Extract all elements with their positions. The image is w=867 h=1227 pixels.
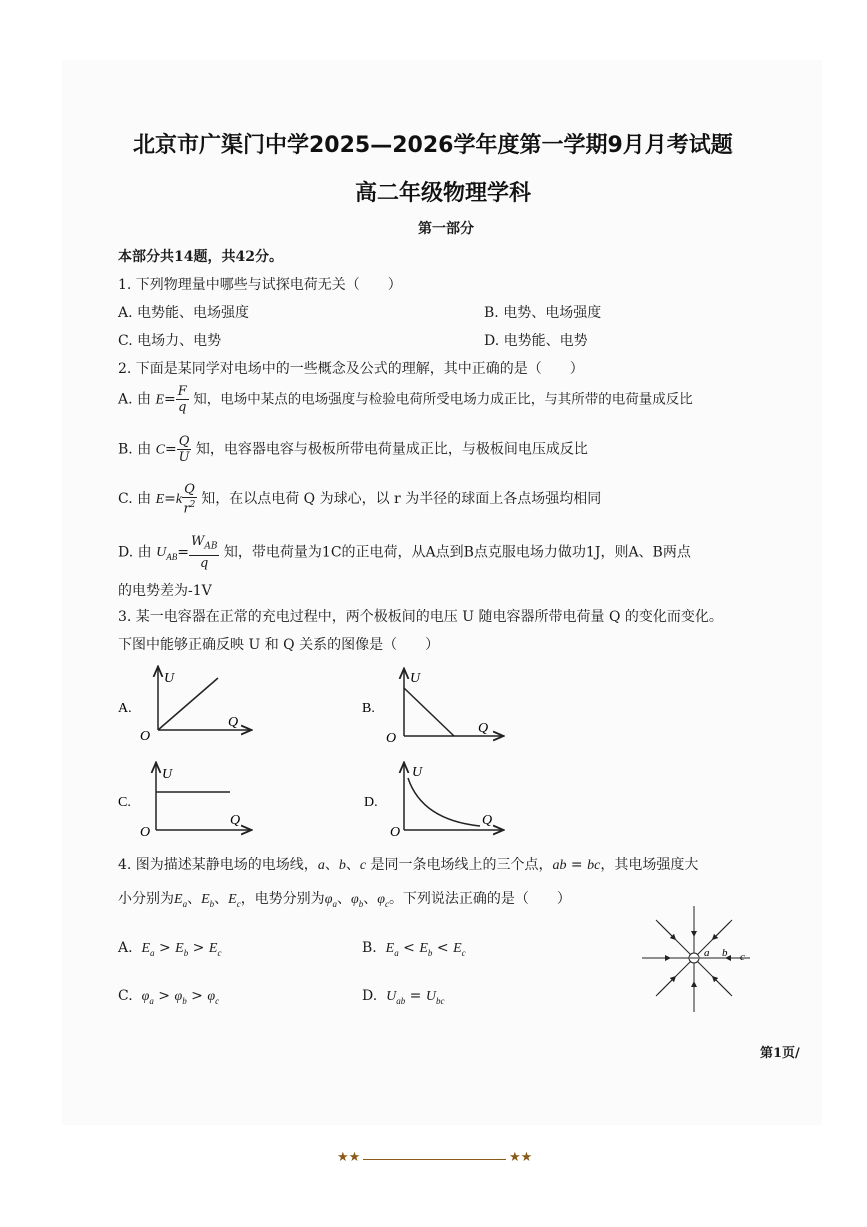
graph-b-y-label: U [410,671,421,686]
q2-option-a: A. 由 E= $\frac{F}{q}$ 知，电场中某点的电场强度与检验电荷所受电场力成正比，与其所带的电荷量成反比 [118,384,693,415]
part-heading: 第一部分 [418,221,474,237]
q2-stem: 2. 下面是某同学对电场中的一些概念及公式的理解，其中正确的是（ ） [118,361,584,377]
graph-c-origin: O [140,825,151,840]
graph-d-origin: O [390,825,401,840]
graph-c-x-label: Q [230,813,241,828]
formula-wab-over-q: $\frac{W_{AB}}{q}$ [190,534,218,571]
q2-c-prefix: C. 由 [118,491,152,508]
q4-option-d: D. $U_{ab} = U_{bc}$ [362,988,445,1006]
q3-stem-line1: 3. 某一电容器在正常的充电过程中，两个极板间的电压 U 随电容器所带电荷量 Q 的变化而变化。 [118,609,723,625]
q4-point-c: c [740,951,745,963]
q1-option-b: B. 电势、电场强度 [484,305,602,321]
graph-a-x-label: Q [228,715,239,730]
q2-b-prefix: B. 由 [118,441,152,458]
q4-point-a: a [704,947,710,959]
q3-graphs [110,660,730,850]
exam-subtitle: 高二年级物理学科 [355,181,532,206]
q4-stem-line2: 小分别为$E_a$、$E_b$、$E_c$，电势分别为$\varphi_a$、$\varphi_b$、$\varphi_c$。下列说法正确的是（ ） [118,891,571,909]
graph-d-x-label: Q [482,813,493,828]
formula-q-over-r2: $\frac{Q}{r^2}$ [183,482,196,517]
formula-e-symbol-2: E [155,492,165,508]
q1-option-a: A. 电势能、电场强度 [118,305,250,321]
q2-option-d: D. 由 $U_{AB}=$ $\frac{W_{AB}}{q}$ 知，带电荷量为1C的正电荷，从A点到B点克服电场力做功1J，则A、B两点 [118,534,691,571]
q1-stem: 1. 下列物理量中哪些与试探电荷无关（ ） [118,277,402,293]
graph-a-label: A. [118,701,132,716]
q3-stem-line2: 下图中能够正确反映 U 和 Q 关系的图像是（ ） [118,637,440,653]
q4-option-c: C. $\varphi_a > \varphi_b > \varphi_c$ [118,988,220,1006]
q2-option-c: C. 由 E=k $\frac{Q}{r^2}$ 知，在以点电荷 Q 为球心，以 r 为半径的球面上各点场强均相同 [118,482,602,517]
q4-stem-line1: 4. 图为描述某静电场的电场线，a、b、c 是同一条电场线上的三个点，ab = bc，其电场强度大 [118,857,699,873]
footer-stars-left: ★★ [337,1150,361,1165]
q2-c-suffix: 知，在以点电荷 Q 为球心，以 r 为半径的球面上各点场强均相同 [201,491,602,508]
q4-option-b: B. $E_a < E_b < E_c$ [362,940,466,958]
graph-c-y-label: U [162,767,173,782]
formula-f-over-q: $\frac{F}{q}$ [177,384,187,415]
exam-title: 北京市广渠门中学2025—2026学年度第一学期9月月考试题 [133,133,733,158]
graph-b-label: B. [362,701,375,716]
graph-a-origin: O [140,729,151,744]
q4-option-a: A. $E_a > E_b > E_c$ [118,940,222,958]
q2-d-prefix: D. 由 [118,544,152,561]
footer-decoration [337,1150,532,1170]
q1-option-d: D. 电势能、电势 [484,333,588,349]
graph-d-y-label: U [412,765,423,780]
graph-b-origin: O [386,731,397,746]
q4-field-lines-figure [638,904,758,1014]
q1-option-c: C. 电场力、电势 [118,333,222,349]
graph-d-label: D. [364,795,378,810]
graph-b-x-label: Q [478,721,489,736]
page-number: 第1页/ [760,1046,800,1061]
graph-option-a [118,668,250,744]
graph-c-label: C. [118,795,131,810]
q2-option-d-cont: 的电势差为-1V [118,583,212,599]
q2-d-suffix: 知，带电荷量为1C的正电荷，从A点到B点克服电场力做功1J，则A、B两点 [223,544,691,561]
graph-option-b [362,670,502,746]
footer-rule [363,1159,506,1160]
graph-a-y-label: U [164,671,175,686]
formula-uab-symbol: $U_{AB}$ [156,545,178,563]
q2-a-suffix: 知，电场中某点的电场强度与检验电荷所受电场力成正比，与其所带的电荷量成反比 [193,391,693,408]
q2-a-prefix: A. 由 [118,391,152,408]
footer-stars-right: ★★ [509,1150,533,1165]
formula-q-over-u: $\frac{Q}{U}$ [178,434,190,465]
formula-e-symbol: E [155,392,165,408]
q4-point-b: b [722,947,728,959]
part-intro: 本部分共14题，共42分。 [118,249,283,265]
q2-b-suffix: 知，电容器电容与极板所带电荷量成正比，与极板间电压成反比 [195,441,588,458]
graph-option-d [364,764,502,840]
q2-option-b: B. 由 C= $\frac{Q}{U}$ 知，电容器电容与极板所带电荷量成正比，与极板间电压成反比 [118,434,588,465]
graph-option-c [118,764,250,840]
formula-c-symbol: C [155,442,165,458]
